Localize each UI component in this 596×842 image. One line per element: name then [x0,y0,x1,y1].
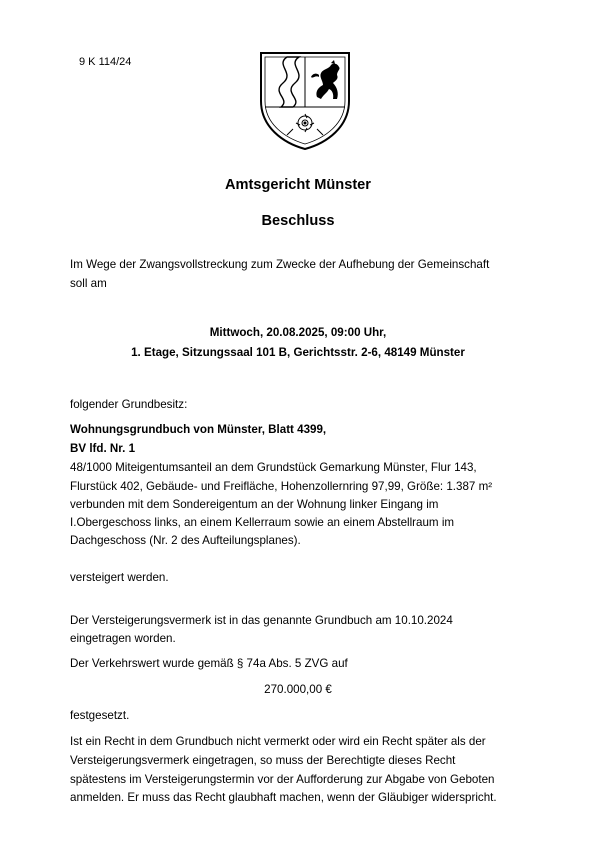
rights-line: spätestens im Versteigerungstermin vor der Aufforderung zur Abgabe von Geboten [70,773,495,786]
property-closing: versteigert werden. [70,571,169,584]
property-item: BV lfd. Nr. 1 [70,442,136,455]
market-value: 270.000,00 € [264,683,332,696]
decision-title: Beschluss [261,213,335,229]
coat-of-arms-icon [257,47,353,151]
property-description-line: Flurstück 402, Gebäude- und Freifläche, Hohenzollernring 97,99, Größe: 1.387 m² [70,480,493,493]
registration-line: Der Versteigerungsvermerk ist in das genannte Grundbuch am 10.10.2024 [70,614,453,627]
property-lead: folgender Grundbesitz: [70,398,188,411]
court-name: Amtsgericht Münster [225,177,371,193]
intro-line-1: Im Wege der Zwangsvollstreckung zum Zwecke der Aufhebung der Gemeinschaft [70,258,490,271]
property-description-line: verbunden mit dem Sondereigentum an der Wohnung linker Eingang im [70,498,439,511]
property-description-line: I.Obergeschoss links, an einem Kellerraum sowie an einem Abstellraum im [70,516,455,529]
appointment-location: 1. Etage, Sitzungssaal 101 B, Gerichtsstr. 2-6, 48149 Münster [131,346,465,359]
property-description-line: 48/1000 Miteigentumsanteil an dem Grundstück Gemarkung Münster, Flur 143, [70,461,477,474]
property-description-line: Dachgeschoss (Nr. 2 des Aufteilungsplanes). [70,534,301,547]
value-intro: Der Verkehrswert wurde gemäß § 74a Abs. 5 ZVG auf [70,657,348,670]
property-register: Wohnungsgrundbuch von Münster, Blatt 4399, [70,423,327,436]
rights-line: Versteigerungsvermerk eingetragen, so muss der Berechtigte dieses Recht [70,754,456,767]
registration-line: eingetragen worden. [70,632,176,645]
appointment-date-time: Mittwoch, 20.08.2025, 09:00 Uhr, [209,326,387,339]
value-outro: festgesetzt. [70,709,130,722]
intro-line-2: soll am [70,277,107,290]
case-number: 9 K 114/24 [79,56,132,68]
rights-line: Ist ein Recht in dem Grundbuch nicht vermerkt oder wird ein Recht später als der [70,735,486,748]
rights-line: anmelden. Er muss das Recht glaubhaft machen, wenn der Gläubiger widerspricht. [70,791,497,804]
